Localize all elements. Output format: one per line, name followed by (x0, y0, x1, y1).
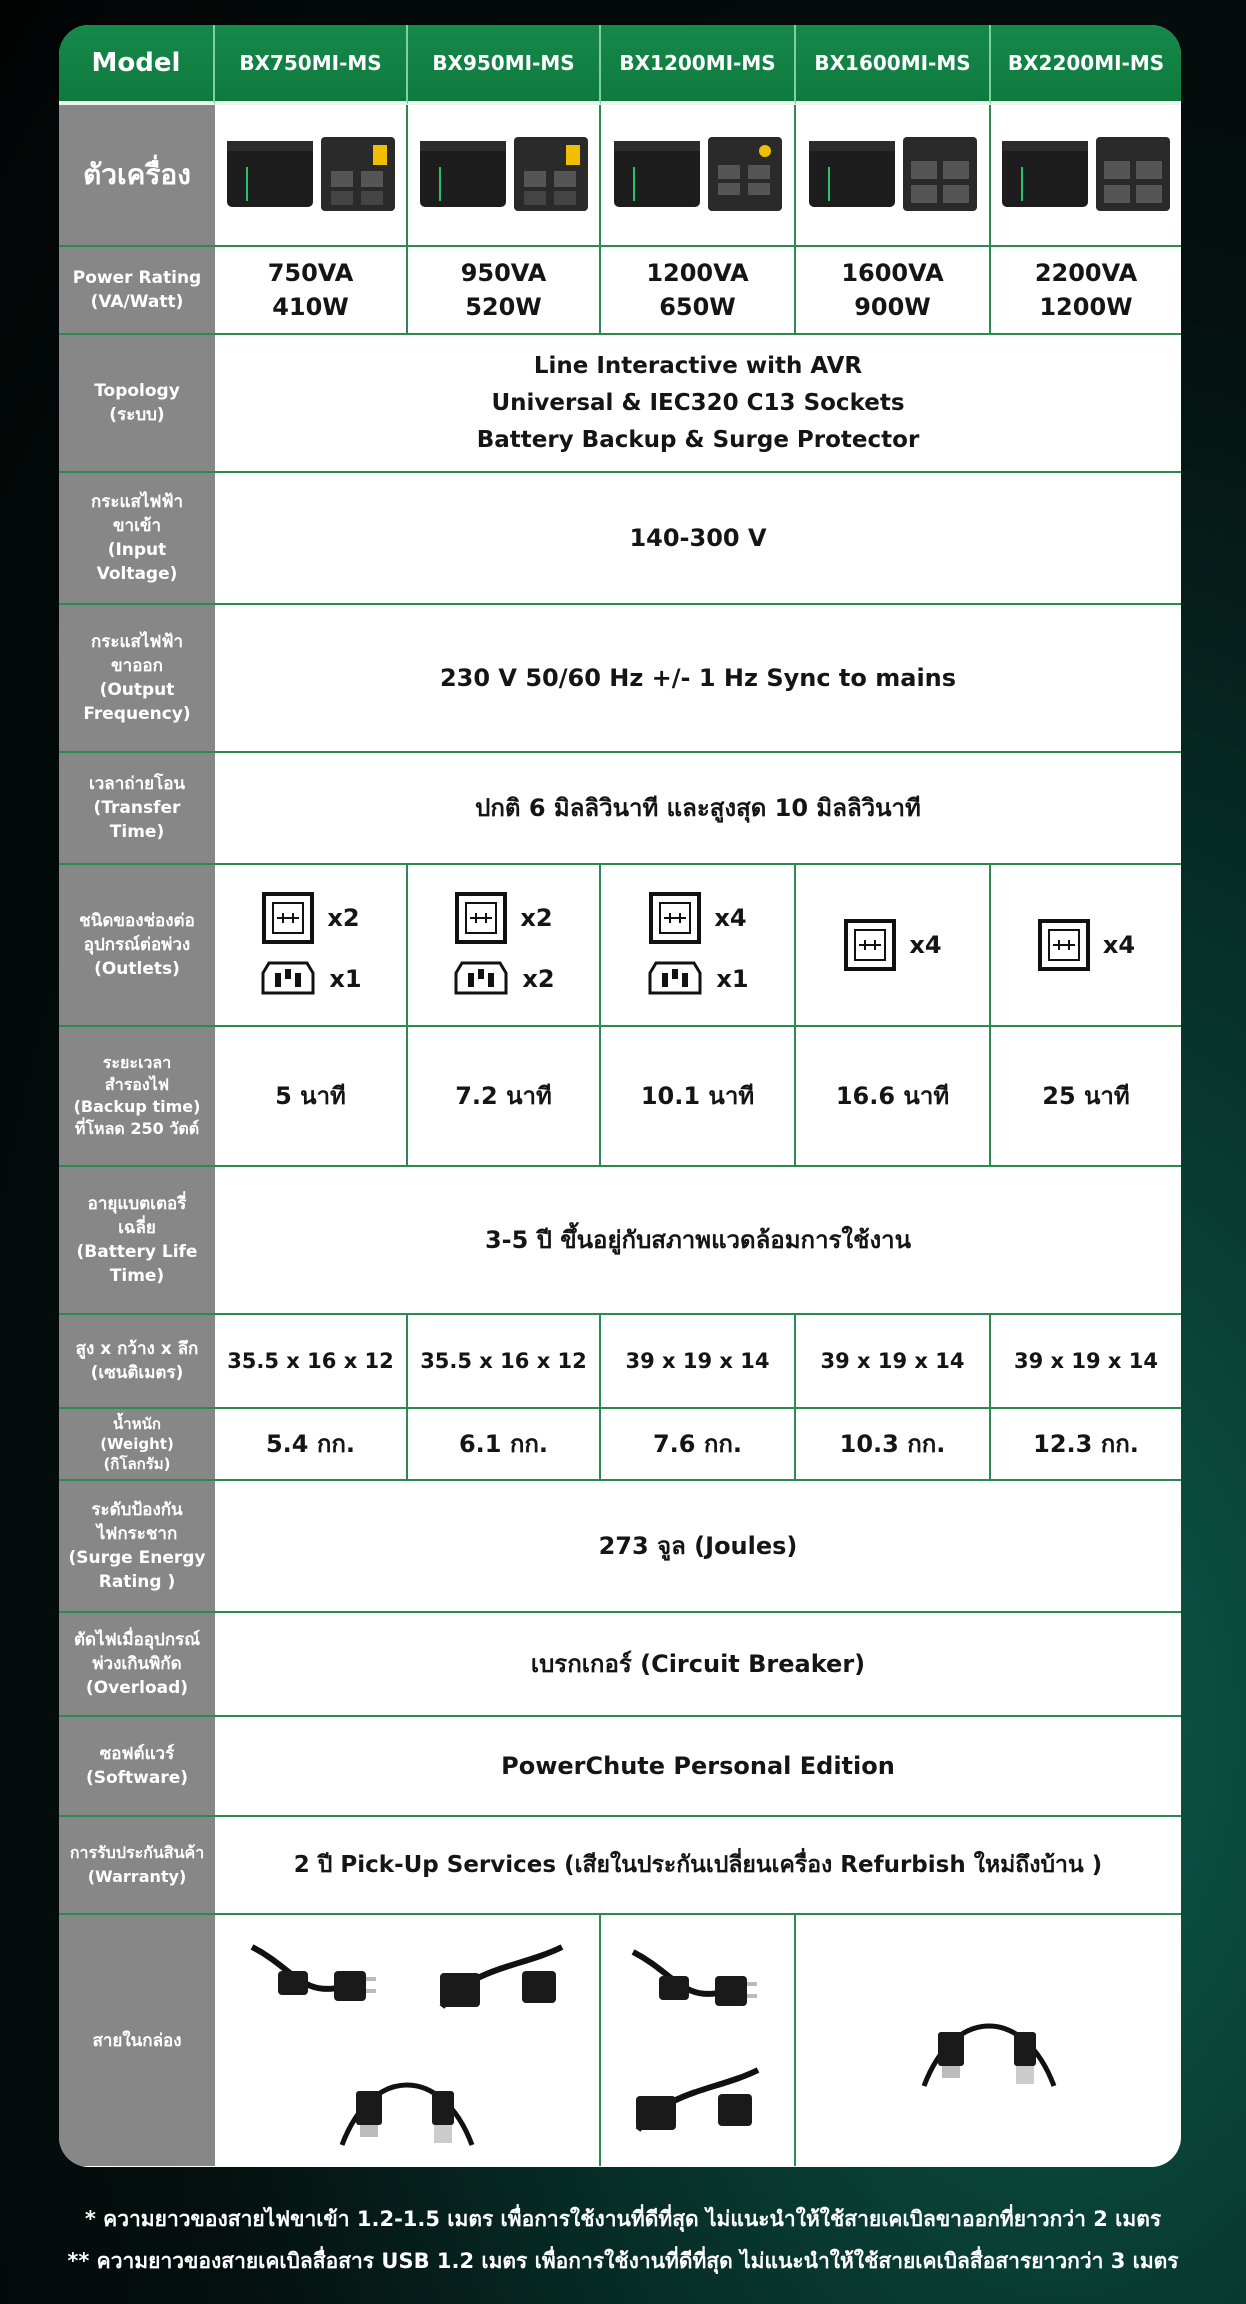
power-cable-image (623, 1932, 773, 2032)
row-label-transfer: เวลาถ่ายโอน (Transfer Time) (59, 753, 215, 865)
outlet-count: x1 (716, 965, 749, 993)
va-value: 750VA (267, 259, 354, 287)
power-rating (991, 247, 1181, 335)
ups-front-back-image (416, 131, 592, 219)
ups-product-image (408, 105, 601, 247)
outlets-cell (991, 865, 1181, 1027)
row-label-software: ซอฟต์แวร์ (Software) (59, 1717, 215, 1817)
row-label-warranty: การรับประกันสินค้า (Warranty) (59, 1817, 215, 1915)
outlet-count: x4 (1102, 931, 1136, 959)
output-frequency-value: 230 V 50/60 Hz +/- 1 Hz Sync to mains (215, 605, 1181, 753)
spec-table (59, 25, 1181, 2167)
outlets-cell (796, 865, 991, 1027)
usb-cable-image (914, 1986, 1064, 2096)
overload-value: เบรกเกอร์ (Circuit Breaker) (215, 1613, 1181, 1717)
topology-value (215, 335, 1181, 473)
weight-value: 10.3 กก. (796, 1409, 991, 1481)
outlet-count: x1 (329, 965, 362, 993)
universal-socket-icon (648, 891, 702, 945)
backup-time-value: 16.6 นาที (796, 1027, 991, 1167)
universal-outlet (454, 891, 552, 945)
va-value: 1200VA (646, 259, 749, 287)
ups-product-image (215, 105, 408, 247)
backup-time-value: 25 นาที (991, 1027, 1181, 1167)
dimension-value: 35.5 x 16 x 12 (408, 1315, 601, 1409)
universal-socket-icon (843, 918, 897, 972)
surge-rating-value: 273 จูล (Joules) (215, 1481, 1181, 1613)
va-value: 1600VA (841, 259, 944, 287)
iec-outlet (452, 959, 554, 999)
ups-product-image (796, 105, 991, 247)
footnote-power-cable: * ความยาวของสายไฟขาเข้า 1.2-1.5 เมตร เพื่อการใช้งานที่ดีที่สุด ไม่แนะนำให้ใช้สายเคเบิลขาออกที่ยาวกว่า 2 เมตร (84, 2207, 1162, 2231)
power-rating (215, 247, 408, 335)
iec-cable-image (432, 1927, 572, 2027)
weight-value: 6.1 กก. (408, 1409, 601, 1481)
cables-image (796, 1915, 1181, 2166)
ups-product-image (991, 105, 1181, 247)
cables-image (601, 1915, 796, 2166)
outlets-cell (215, 865, 408, 1027)
row-label-overload: ตัดไฟเมื่ออุปกรณ์ พ่วงเกินพิกัด (Overload) (59, 1613, 215, 1717)
universal-outlet (1037, 918, 1135, 972)
row-label-unit: ตัวเครื่อง (59, 105, 215, 247)
cables-image (215, 1915, 601, 2166)
backup-time-value: 5 นาที (215, 1027, 408, 1167)
row-label-surge: ระดับป้องกัน ไฟกระชาก (Surge Energy Rating ) (59, 1481, 215, 1613)
row-label-outlets: ชนิดของช่องต่อ อุปกรณ์ต่อพ่วง (Outlets) (59, 865, 215, 1027)
universal-outlet (648, 891, 746, 945)
header-model: BX750MI-MS (215, 25, 408, 105)
row-label-power: Power Rating (VA/Watt) (59, 247, 215, 335)
row-label-dimension: สูง x กว้าง x ลึก (เซนติเมตร) (59, 1315, 215, 1409)
watt-value: 900W (854, 293, 931, 321)
header-model: BX1600MI-MS (796, 25, 991, 105)
outlet-count: x2 (522, 965, 555, 993)
input-voltage-value: 140-300 V (215, 473, 1181, 605)
row-label-topology: Topology (ระบบ) (59, 335, 215, 473)
topology-line: Battery Backup & Surge Protector (476, 426, 920, 453)
iec-socket-icon (646, 959, 704, 999)
iec-cable-image (628, 2050, 768, 2150)
row-label-weight: น้ำหนัก (Weight) (กิโลกรัม) (59, 1409, 215, 1481)
dimension-value: 39 x 19 x 14 (991, 1315, 1181, 1409)
outlet-count: x2 (327, 904, 360, 932)
software-value: PowerChute Personal Edition (215, 1717, 1181, 1817)
ups-front-back-image (805, 131, 981, 219)
ups-front-back-image (998, 131, 1174, 219)
usb-cable-image (332, 2045, 482, 2155)
header-model: BX2200MI-MS (991, 25, 1181, 105)
universal-socket-icon (1037, 918, 1091, 972)
power-cable-image (242, 1927, 392, 2027)
spec-table-card (59, 25, 1181, 2167)
universal-socket-icon (261, 891, 315, 945)
footnote-usb-cable: ** ความยาวของสายเคเบิลสื่อสาร USB 1.2 เมตร เพื่อการใช้งานที่ดีที่สุด ไม่แนะนำให้ใช้สายเคเบิลสื่อสารยาวกว่า 3 เมตร (67, 2249, 1179, 2273)
power-rating (408, 247, 601, 335)
universal-outlet (843, 918, 941, 972)
row-label-input: กระแสไฟฟ้า ขาเข้า (Input Voltage) (59, 473, 215, 605)
backup-time-value: 10.1 นาที (601, 1027, 796, 1167)
watt-value: 410W (272, 293, 349, 321)
iec-socket-icon (259, 959, 317, 999)
power-rating (601, 247, 796, 335)
ups-product-image (601, 105, 796, 247)
ups-front-back-image (610, 131, 786, 219)
va-value: 2200VA (1034, 259, 1138, 287)
weight-value: 12.3 กก. (991, 1409, 1181, 1481)
row-label-battery: อายุแบตเตอรี่ เฉลี่ย (Battery Life Time) (59, 1167, 215, 1315)
dimension-value: 39 x 19 x 14 (601, 1315, 796, 1409)
row-label-cables: สายในกล่อง (59, 1915, 215, 2166)
header-model: BX1200MI-MS (601, 25, 796, 105)
transfer-time-value: ปกติ 6 มิลลิวินาที และสูงสุด 10 มิลลิวินาที (215, 753, 1181, 865)
power-rating (796, 247, 991, 335)
header-model-label: Model (59, 25, 215, 105)
watt-value: 520W (465, 293, 542, 321)
dimension-value: 35.5 x 16 x 12 (215, 1315, 408, 1409)
battery-life-value: 3-5 ปี ขึ้นอยู่กับสภาพแวดล้อมการใช้งาน (215, 1167, 1181, 1315)
outlet-count: x2 (520, 904, 553, 932)
iec-outlet (646, 959, 748, 999)
outlets-cell (601, 865, 796, 1027)
ups-front-back-image (223, 131, 399, 219)
watt-value: 650W (659, 293, 736, 321)
header-model: BX950MI-MS (408, 25, 601, 105)
outlet-count: x4 (909, 931, 942, 959)
warranty-value: 2 ปี Pick-Up Services (เสียในประกันเปลี่ยนเครื่อง Refurbish ใหม่ถึงบ้าน ) (215, 1817, 1181, 1915)
weight-value: 7.6 กก. (601, 1409, 796, 1481)
row-label-output: กระแสไฟฟ้า ขาออก (Output Frequency) (59, 605, 215, 753)
backup-time-value: 7.2 นาที (408, 1027, 601, 1167)
watt-value: 1200W (1039, 293, 1133, 321)
iec-outlet (259, 959, 361, 999)
row-label-backup: ระยะเวลา สำรองไฟ (Backup time) ที่โหลด 250 วัตต์ (59, 1027, 215, 1167)
va-value: 950VA (460, 259, 547, 287)
iec-socket-icon (452, 959, 510, 999)
weight-value: 5.4 กก. (215, 1409, 408, 1481)
universal-socket-icon (454, 891, 508, 945)
topology-line: Universal & IEC320 C13 Sockets (491, 389, 905, 416)
outlets-cell (408, 865, 601, 1027)
universal-outlet (261, 891, 359, 945)
dimension-value: 39 x 19 x 14 (796, 1315, 991, 1409)
outlet-count: x4 (714, 904, 747, 932)
topology-line: Line Interactive with AVR (533, 352, 863, 379)
